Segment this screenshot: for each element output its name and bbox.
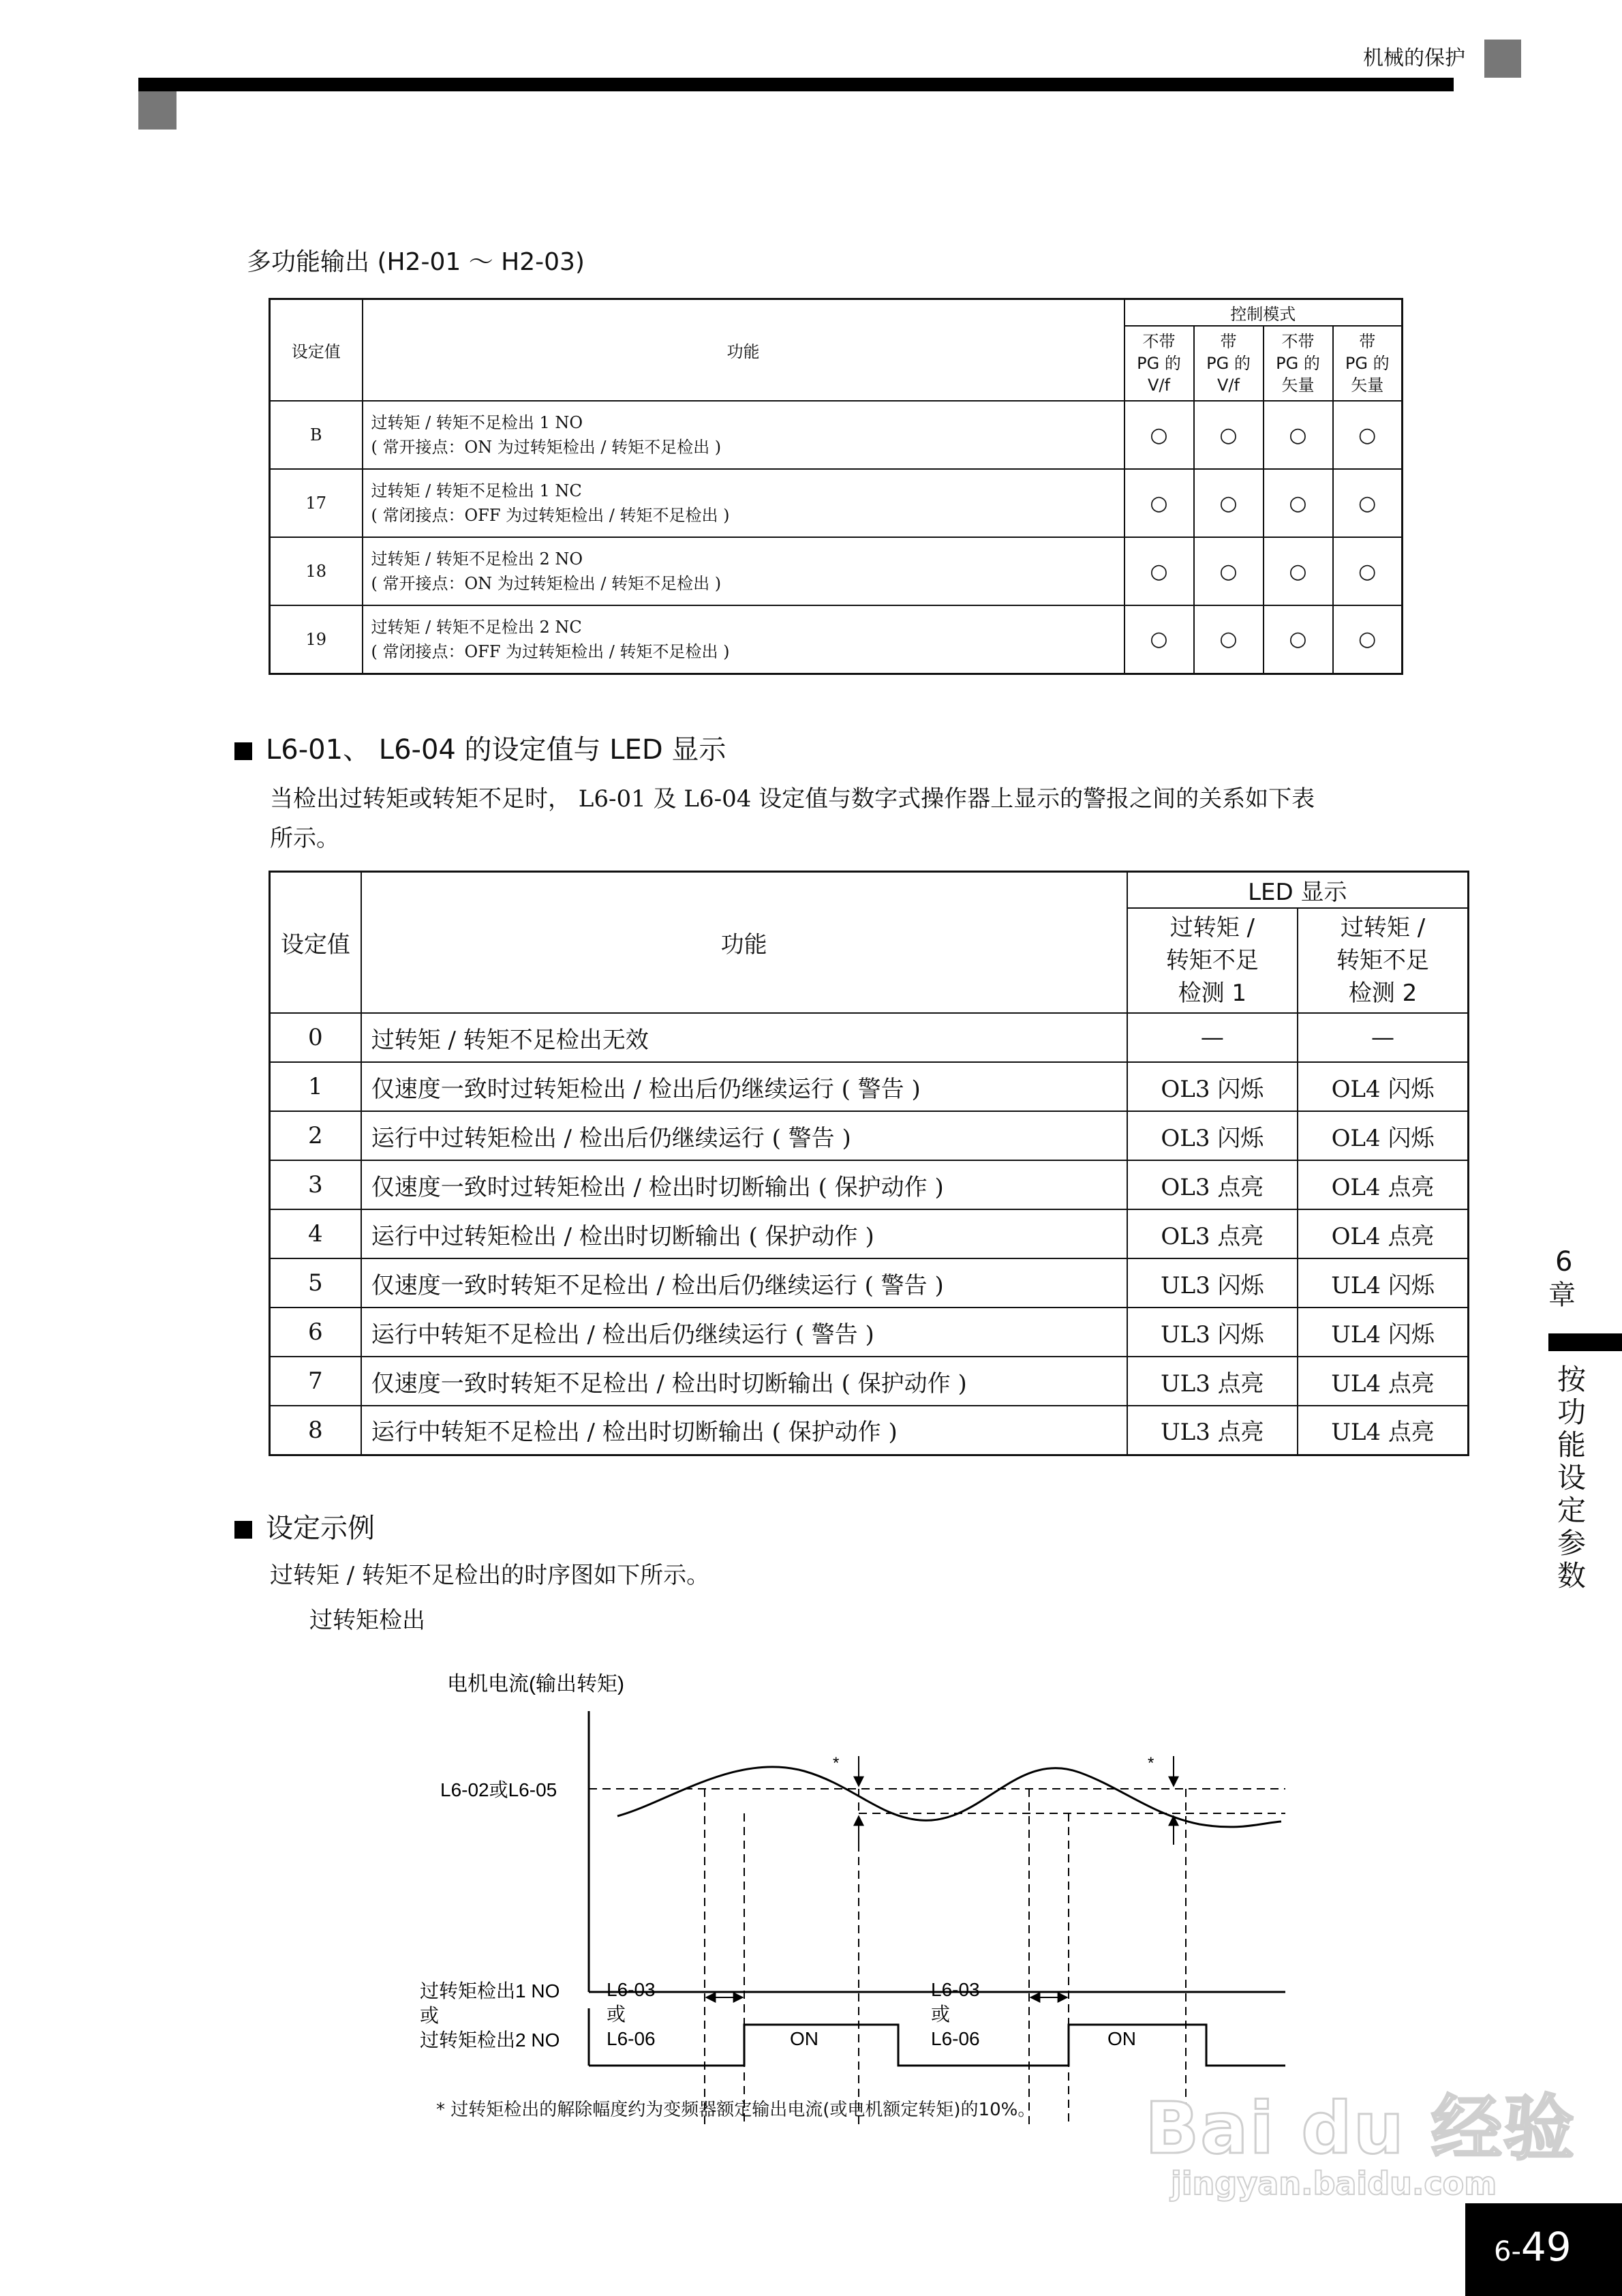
header-setting: 设定值 (270, 872, 361, 1014)
mode-mark: ○ (1333, 605, 1403, 674)
header-setting: 设定值 (270, 299, 363, 402)
header-mode-1: 不带 PG 的 V/f (1124, 326, 1194, 401)
led-detection-1: OL3 闪烁 (1127, 1062, 1298, 1111)
function-text: 运行中过转矩检出 / 检出时切断输出 ( 保护动作 ) (361, 1209, 1127, 1258)
table-row (270, 1258, 1469, 1308)
header-mode-3: 不带 PG 的 矢量 (1264, 326, 1333, 401)
led-detection-1: UL3 闪烁 (1127, 1308, 1298, 1357)
table-row (270, 605, 1403, 674)
header-mode-4: 带 PG 的 矢量 (1333, 326, 1403, 401)
y-axis-label: 电机电流(输出转矩) (447, 1673, 624, 1695)
setting-value: 6 (270, 1308, 361, 1357)
bullet-square-icon (234, 1521, 252, 1539)
table1-caption: 多功能输出 (H2-01 ～ H2-03) (247, 248, 585, 276)
diagram-footnote: * 过转矩检出的解除幅度约为变频器额定输出电流(或电机额定转矩)的10%。 (436, 2100, 1036, 2120)
led-detection-2: UL4 闪烁 (1298, 1258, 1468, 1308)
table-row (270, 469, 1403, 537)
header-detection-1: 过转矩 / 转矩不足 检测 1 (1127, 908, 1298, 1013)
table-row (270, 537, 1403, 605)
page-number: 6-49 (1494, 2224, 1572, 2270)
chapter-number: 6 (1555, 1246, 1573, 1278)
table-row (270, 1160, 1469, 1209)
led-detection-2: OL4 点亮 (1298, 1160, 1468, 1209)
mode-mark: ○ (1124, 401, 1194, 469)
header-led: LED 显示 (1127, 872, 1469, 909)
led-detection-1: UL3 闪烁 (1127, 1258, 1298, 1308)
table-row (270, 401, 1403, 469)
section3-paragraph: 过转矩 / 转矩不足检出的时序图如下所示。 (270, 1562, 710, 1589)
table-row (270, 1209, 1469, 1258)
led-detection-1: OL3 点亮 (1127, 1160, 1298, 1209)
side-tab-bar (1548, 1333, 1622, 1351)
led-detection-1: OL3 闪烁 (1127, 1111, 1298, 1160)
multi-function-output-table (269, 298, 1403, 675)
mode-mark: ○ (1264, 537, 1333, 605)
motor-current-curve (617, 1767, 1281, 1827)
function-text: 运行中过转矩检出 / 检出后仍继续运行 ( 警告 ) (361, 1111, 1127, 1160)
header-function: 功能 (363, 299, 1124, 402)
chapter-label: 章 (1548, 1280, 1576, 1311)
delay-time-label: L6-03 或 L6-06 (931, 1979, 980, 2049)
table-row (270, 1357, 1469, 1406)
header-mode-2: 带 PG 的 V/f (1194, 326, 1264, 401)
mode-mark: ○ (1333, 469, 1403, 537)
table-row (270, 1062, 1469, 1111)
mode-mark: ○ (1333, 401, 1403, 469)
led-detection-2: OL4 点亮 (1298, 1209, 1468, 1258)
table-row (270, 1406, 1469, 1455)
mode-mark: ○ (1194, 537, 1264, 605)
setting-value: 4 (270, 1209, 361, 1258)
setting-value: 1 (270, 1062, 361, 1111)
table-row (270, 1111, 1469, 1160)
function-text: 运行中转矩不足检出 / 检出时切断输出 ( 保护动作 ) (361, 1406, 1127, 1455)
mode-mark: ○ (1194, 469, 1264, 537)
mode-mark: ○ (1124, 605, 1194, 674)
asterisk-mark: * (1148, 1754, 1154, 1772)
header-rule (138, 78, 1454, 91)
bullet-square-icon (234, 742, 252, 760)
asterisk-mark: * (833, 1754, 840, 1772)
setting-value: 19 (270, 605, 363, 674)
setting-value: 7 (270, 1357, 361, 1406)
led-detection-2: UL4 点亮 (1298, 1406, 1468, 1455)
section2-paragraph-line1: 当检出过转矩或转矩不足时， L6-01 及 L6-04 设定值与数字式操作器上显示的警报之间的关系如下表 (270, 785, 1315, 813)
mode-mark: ○ (1124, 469, 1194, 537)
header-title: 机械的保护 (1363, 46, 1465, 70)
led-detection-2: UL4 闪烁 (1298, 1308, 1468, 1357)
section3-subheading: 过转矩检出 (309, 1607, 425, 1634)
mode-mark: ○ (1333, 537, 1403, 605)
function-text: 运行中转矩不足检出 / 检出后仍继续运行 ( 警告 ) (361, 1308, 1127, 1357)
on-label: ON (1107, 2028, 1136, 2049)
setting-value: 5 (270, 1258, 361, 1308)
mode-mark: ○ (1264, 401, 1333, 469)
led-display-table (269, 871, 1469, 1456)
header-detection-2: 过转矩 / 转矩不足 检测 2 (1298, 908, 1468, 1013)
table-row (270, 1013, 1469, 1062)
led-detection-2: — (1298, 1013, 1468, 1062)
mode-mark: ○ (1194, 605, 1264, 674)
function-text: 过转矩 / 转矩不足检出无效 (361, 1013, 1127, 1062)
header-function: 功能 (361, 872, 1127, 1014)
table-row (270, 1308, 1469, 1357)
setting-value: B (270, 401, 363, 469)
setting-value: 3 (270, 1160, 361, 1209)
timing-diagram (382, 1657, 1349, 2127)
watermark-logo: Bai du 经验 (1145, 2087, 1576, 2170)
setting-value: 8 (270, 1406, 361, 1455)
section2-heading: L6-01、 L6-04 的设定值与 LED 显示 (234, 728, 726, 767)
setting-value: 18 (270, 537, 363, 605)
led-detection-1: UL3 点亮 (1127, 1406, 1298, 1455)
function-text: 过转矩 / 转矩不足检出 2 NC ( 常闭接点：OFF 为过转矩检出 / 转矩不足检出 ) (363, 605, 1124, 674)
on-label: ON (790, 2028, 818, 2049)
header-corner-square (1484, 40, 1521, 78)
led-detection-1: — (1127, 1013, 1298, 1062)
mode-mark: ○ (1264, 605, 1333, 674)
led-detection-1: UL3 点亮 (1127, 1357, 1298, 1406)
corner-square (138, 91, 177, 130)
function-text: 仅速度一致时过转矩检出 / 检出时切断输出 ( 保护动作 ) (361, 1160, 1127, 1209)
mode-mark: ○ (1194, 401, 1264, 469)
function-text: 仅速度一致时转矩不足检出 / 检出时切断输出 ( 保护动作 ) (361, 1357, 1127, 1406)
mode-mark: ○ (1264, 469, 1333, 537)
led-detection-2: OL4 闪烁 (1298, 1062, 1468, 1111)
watermark-url: jingyan.baidu.com (1171, 2165, 1497, 2202)
function-text: 过转矩 / 转矩不足检出 2 NO ( 常开接点：ON 为过转矩检出 / 转矩不足检出 ) (363, 537, 1124, 605)
chapter-title: 按 功 能 设 定 参 数 (1557, 1363, 1586, 1592)
setting-value: 17 (270, 469, 363, 537)
signal-label: 过转矩检出1 NO 或过转矩检出2 NO (420, 1980, 560, 2051)
header-control-mode: 控制模式 (1124, 299, 1403, 327)
led-detection-2: UL4 点亮 (1298, 1357, 1468, 1406)
mode-mark: ○ (1124, 537, 1194, 605)
setting-value: 2 (270, 1111, 361, 1160)
function-text: 仅速度一致时转矩不足检出 / 检出后仍继续运行 ( 警告 ) (361, 1258, 1127, 1308)
setting-value: 0 (270, 1013, 361, 1062)
level-label: L6-02或L6-05 (440, 1779, 557, 1800)
section3-heading: 设定示例 (234, 1507, 375, 1545)
function-text: 仅速度一致时过转矩检出 / 检出后仍继续运行 ( 警告 ) (361, 1062, 1127, 1111)
delay-time-label: L6-03 或 L6-06 (607, 1979, 656, 2049)
function-text: 过转矩 / 转矩不足检出 1 NC ( 常闭接点：OFF 为过转矩检出 / 转矩不足检出 ) (363, 469, 1124, 537)
led-detection-1: OL3 点亮 (1127, 1209, 1298, 1258)
function-text: 过转矩 / 转矩不足检出 1 NO ( 常开接点：ON 为过转矩检出 / 转矩不足检出 ) (363, 401, 1124, 469)
section2-paragraph-line2: 所示。 (270, 825, 339, 852)
led-detection-2: OL4 闪烁 (1298, 1111, 1468, 1160)
